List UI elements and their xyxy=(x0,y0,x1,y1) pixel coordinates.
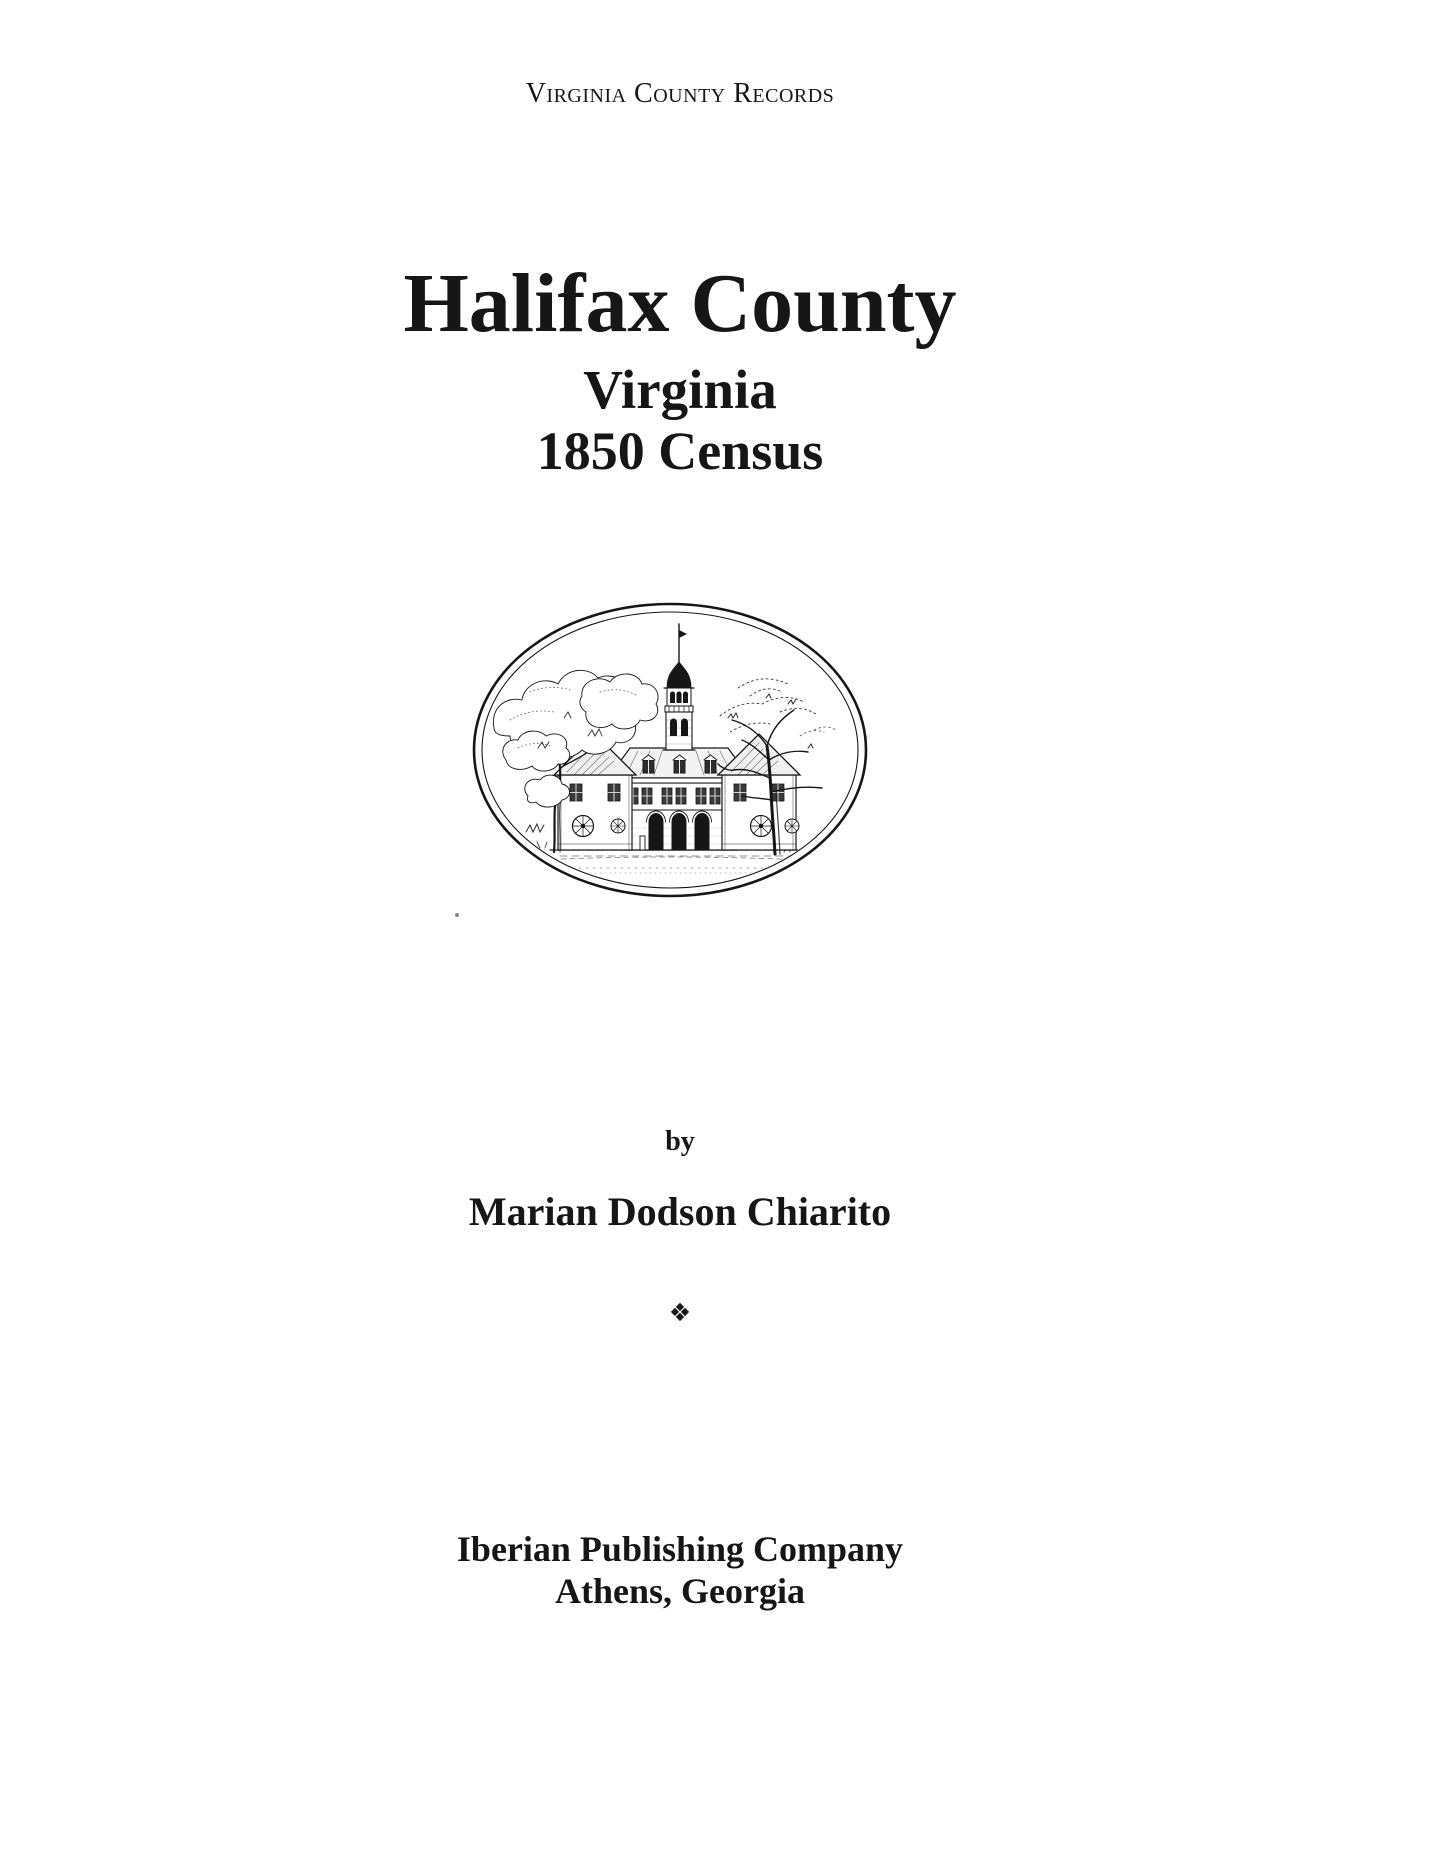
publisher-location: Athens, Georgia xyxy=(555,1571,805,1611)
scan-speck xyxy=(455,913,459,917)
series-header: Virginia County Records xyxy=(525,78,835,109)
book-subtitle: Virginia xyxy=(583,359,777,420)
publisher-block xyxy=(0,1528,1360,1612)
book-edition: 1850 Census xyxy=(536,421,824,481)
byline-label: by xyxy=(665,1126,695,1157)
publisher-name: Iberian Publishing Company xyxy=(456,1529,904,1569)
book-title: Halifax County xyxy=(403,257,957,350)
courthouse-engraving xyxy=(470,600,870,900)
arcade-arches xyxy=(647,811,712,850)
courthouse-engraving-svg xyxy=(470,600,870,900)
diamond-ornament-icon: ❖ xyxy=(668,1298,692,1327)
author-name: Marian Dodson Chiarito xyxy=(468,1189,892,1234)
